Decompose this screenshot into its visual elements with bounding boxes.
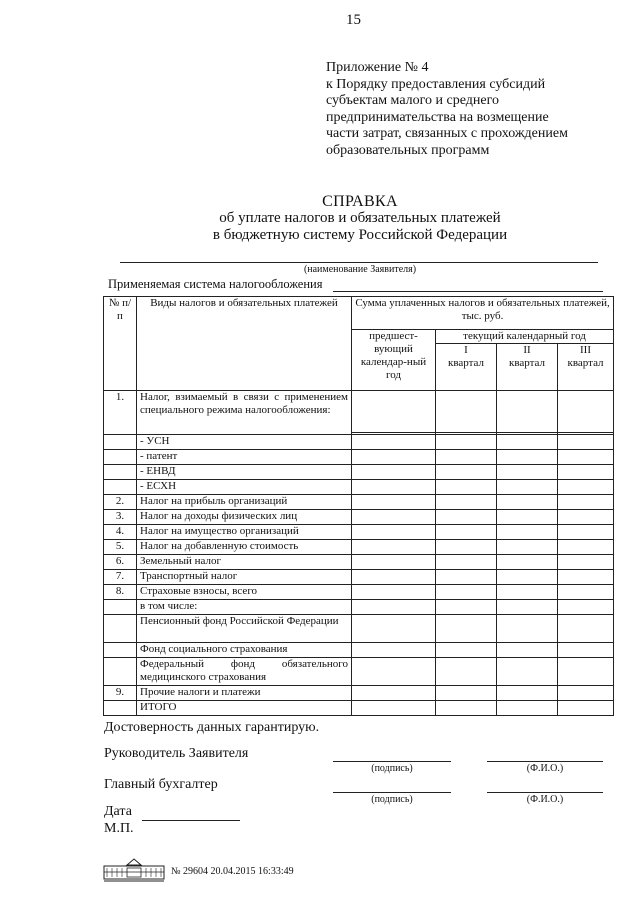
table-row xyxy=(104,510,614,525)
row-label: - УСН xyxy=(137,435,352,450)
value-cell[interactable] xyxy=(436,600,497,615)
appendix-header xyxy=(326,60,568,159)
value-cell[interactable] xyxy=(497,465,558,480)
row-number xyxy=(104,600,137,615)
header-q2 xyxy=(497,344,558,391)
row-number: 5. xyxy=(104,540,137,555)
value-cell[interactable] xyxy=(352,450,436,465)
row-number: 4. xyxy=(104,525,137,540)
row-label: Земельный налог xyxy=(137,555,352,570)
value-cell[interactable] xyxy=(352,510,436,525)
appendix-line: к Порядку предоставления субсидий xyxy=(326,76,546,92)
table-row xyxy=(104,480,614,495)
title-line3: в бюджетную систему Российской Федерации xyxy=(212,227,508,243)
table-row xyxy=(104,615,614,643)
head-signature-line[interactable] xyxy=(333,761,451,762)
table-row xyxy=(104,600,614,615)
value-cell[interactable] xyxy=(497,615,558,643)
value-cell[interactable] xyxy=(352,658,436,686)
value-cell[interactable] xyxy=(436,480,497,495)
applicant-caption: (наименование Заявителя) xyxy=(303,264,417,275)
row-label: Транспортный налог xyxy=(137,570,352,585)
header-sum: Сумма уплаченных налогов и обязательных платежей, тыс. руб. xyxy=(352,297,614,330)
value-cell[interactable] xyxy=(497,540,558,555)
value-cell[interactable] xyxy=(436,435,497,450)
table-row xyxy=(104,585,614,600)
value-cell[interactable] xyxy=(352,480,436,495)
value-cell[interactable] xyxy=(352,540,436,555)
value-cell[interactable] xyxy=(497,391,558,433)
value-cell[interactable] xyxy=(352,465,436,480)
row-number xyxy=(104,450,137,465)
row-number xyxy=(104,643,137,658)
table-row xyxy=(104,643,614,658)
row-label: Налог на доходы физических лиц xyxy=(137,510,352,525)
value-cell[interactable] xyxy=(497,600,558,615)
value-cell[interactable] xyxy=(436,450,497,465)
quarter-number: III xyxy=(580,344,592,356)
value-cell[interactable] xyxy=(436,686,497,701)
head-label: Руководитель Заявителя xyxy=(104,746,249,761)
value-cell[interactable] xyxy=(436,540,497,555)
value-cell[interactable] xyxy=(436,658,497,686)
value-cell[interactable] xyxy=(558,450,614,465)
applicant-name-line[interactable] xyxy=(120,262,598,263)
value-cell[interactable] xyxy=(497,643,558,658)
value-cell[interactable] xyxy=(497,525,558,540)
row-number xyxy=(104,701,137,716)
value-cell[interactable] xyxy=(497,510,558,525)
value-cell[interactable] xyxy=(497,701,558,716)
value-cell[interactable] xyxy=(436,615,497,643)
row-number: 9. xyxy=(104,686,137,701)
value-cell[interactable] xyxy=(352,615,436,643)
value-cell[interactable] xyxy=(352,555,436,570)
row-label: - ЕСХН xyxy=(137,480,352,495)
value-cell[interactable] xyxy=(558,658,614,686)
value-cell[interactable] xyxy=(436,510,497,525)
accountant-name-caption: (Ф.И.О.) xyxy=(526,794,564,805)
value-cell[interactable] xyxy=(497,686,558,701)
row-label: Федеральный фонд обязательного медицинского страхования xyxy=(137,658,352,686)
value-cell[interactable] xyxy=(558,643,614,658)
table-row xyxy=(104,495,614,510)
printer-stamp-icon xyxy=(103,857,165,883)
value-cell[interactable] xyxy=(558,465,614,480)
value-cell[interactable] xyxy=(497,570,558,585)
row-label: Страховые взносы, всего xyxy=(137,585,352,600)
value-cell[interactable] xyxy=(558,525,614,540)
header-current-year: текущий календарный год xyxy=(436,330,614,344)
head-name-caption: (Ф.И.О.) xyxy=(526,763,564,774)
head-signature-caption: (подпись) xyxy=(371,763,413,774)
value-cell[interactable] xyxy=(558,480,614,495)
table-row xyxy=(104,540,614,555)
value-cell[interactable] xyxy=(352,643,436,658)
row-label: в том числе: xyxy=(137,600,352,615)
value-cell[interactable] xyxy=(497,555,558,570)
quarter-label: квартал xyxy=(508,357,546,369)
value-cell[interactable] xyxy=(352,600,436,615)
value-cell[interactable] xyxy=(497,435,558,450)
value-cell[interactable] xyxy=(436,525,497,540)
value-cell[interactable] xyxy=(352,686,436,701)
header-prev-year: предшест-вующий календар-ный год xyxy=(352,330,436,391)
row-number xyxy=(104,615,137,643)
value-cell[interactable] xyxy=(436,701,497,716)
value-cell[interactable] xyxy=(497,480,558,495)
row-label: Пенсионный фонд Российской Федерации xyxy=(137,615,352,643)
accountant-signature-line[interactable] xyxy=(333,792,451,793)
table-row xyxy=(104,525,614,540)
value-cell[interactable] xyxy=(436,585,497,600)
value-cell[interactable] xyxy=(558,701,614,716)
value-cell[interactable] xyxy=(558,555,614,570)
table-row xyxy=(104,555,614,570)
appendix-line: предпринимательства на возмещение xyxy=(326,109,549,125)
value-cell[interactable] xyxy=(352,525,436,540)
appendix-line: части затрат, связанных с прохождением xyxy=(326,126,568,141)
date-label: Дата xyxy=(104,804,132,819)
value-cell[interactable] xyxy=(352,495,436,510)
row-number: 3. xyxy=(104,510,137,525)
table-row xyxy=(104,391,614,433)
value-cell[interactable] xyxy=(352,701,436,716)
value-cell[interactable] xyxy=(352,391,436,433)
value-cell[interactable] xyxy=(497,450,558,465)
tax-system-field[interactable] xyxy=(333,291,603,292)
header-types: Виды налогов и обязательных платежей xyxy=(137,297,352,391)
row-number xyxy=(104,465,137,480)
document-title xyxy=(150,193,570,244)
row-label: - ЕНВД xyxy=(137,465,352,480)
row-label: - патент xyxy=(137,450,352,465)
value-cell[interactable] xyxy=(558,686,614,701)
table-row xyxy=(104,686,614,701)
quarter-number: I xyxy=(464,344,468,356)
registration-number: № 29604 20.04.2015 16:33:49 xyxy=(171,866,294,877)
row-label: Фонд социального страхования xyxy=(137,643,352,658)
table-row xyxy=(104,465,614,480)
row-number xyxy=(104,435,137,450)
row-label: Налог на имущество организаций xyxy=(137,525,352,540)
value-cell[interactable] xyxy=(558,585,614,600)
tax-system-label: Применяемая система налогообложения xyxy=(108,277,323,291)
row-number xyxy=(104,658,137,686)
table-row xyxy=(104,435,614,450)
value-cell[interactable] xyxy=(497,658,558,686)
row-number: 2. xyxy=(104,495,137,510)
row-label: Налог на добавленную стоимость xyxy=(137,540,352,555)
accountant-name-line[interactable] xyxy=(487,792,603,793)
page-number: 15 xyxy=(346,12,361,28)
value-cell[interactable] xyxy=(436,391,497,433)
value-cell[interactable] xyxy=(436,555,497,570)
quarter-label: квартал xyxy=(567,357,604,369)
value-cell[interactable] xyxy=(497,585,558,600)
quarter-label: квартал xyxy=(447,357,485,369)
date-field-line[interactable] xyxy=(142,820,240,821)
title-line2: об уплате налогов и обязательных платежей xyxy=(219,210,501,226)
table-row xyxy=(104,570,614,585)
row-label: Налог на прибыль организаций xyxy=(137,495,352,510)
value-cell[interactable] xyxy=(436,570,497,585)
row-label: Прочие налоги и платежи xyxy=(137,686,352,701)
row-number: 6. xyxy=(104,555,137,570)
row-label: ИТОГО xyxy=(137,701,352,716)
value-cell[interactable] xyxy=(352,585,436,600)
value-cell[interactable] xyxy=(436,643,497,658)
head-name-line[interactable] xyxy=(487,761,603,762)
quarter-number: II xyxy=(523,344,531,356)
accountant-signature-caption: (подпись) xyxy=(371,794,413,805)
value-cell[interactable] xyxy=(497,495,558,510)
stamp-place-label: М.П. xyxy=(104,821,134,836)
header-q1 xyxy=(436,344,497,391)
value-cell[interactable] xyxy=(558,435,614,450)
header-q3 xyxy=(558,344,614,391)
appendix-line: субъектам малого и среднего xyxy=(326,93,499,108)
value-cell[interactable] xyxy=(558,495,614,510)
table-row xyxy=(104,658,614,686)
table-row-total xyxy=(104,701,614,716)
value-cell[interactable] xyxy=(436,465,497,480)
value-cell[interactable] xyxy=(558,391,614,433)
table-row xyxy=(104,450,614,465)
header-num: № п/п xyxy=(104,297,137,391)
value-cell[interactable] xyxy=(558,600,614,615)
row-number: 8. xyxy=(104,585,137,600)
value-cell[interactable] xyxy=(352,570,436,585)
tax-payments-table xyxy=(103,296,614,716)
value-cell[interactable] xyxy=(436,495,497,510)
value-cell[interactable] xyxy=(558,540,614,555)
appendix-line: Приложение № 4 xyxy=(326,60,429,75)
guarantee-statement: Достоверность данных гарантирую. xyxy=(104,720,320,735)
row-number: 7. xyxy=(104,570,137,585)
appendix-line: образовательных программ xyxy=(326,142,490,158)
value-cell[interactable] xyxy=(558,570,614,585)
title-main: СПРАВКА xyxy=(322,193,398,210)
row-number xyxy=(104,480,137,495)
value-cell[interactable] xyxy=(352,435,436,450)
value-cell[interactable] xyxy=(558,615,614,643)
row-label: Налог, взимаемый в связи с применением специального режима налогообложения: xyxy=(137,391,352,435)
row-number: 1. xyxy=(104,391,137,435)
accountant-label: Главный бухгалтер xyxy=(104,777,218,792)
value-cell[interactable] xyxy=(558,510,614,525)
